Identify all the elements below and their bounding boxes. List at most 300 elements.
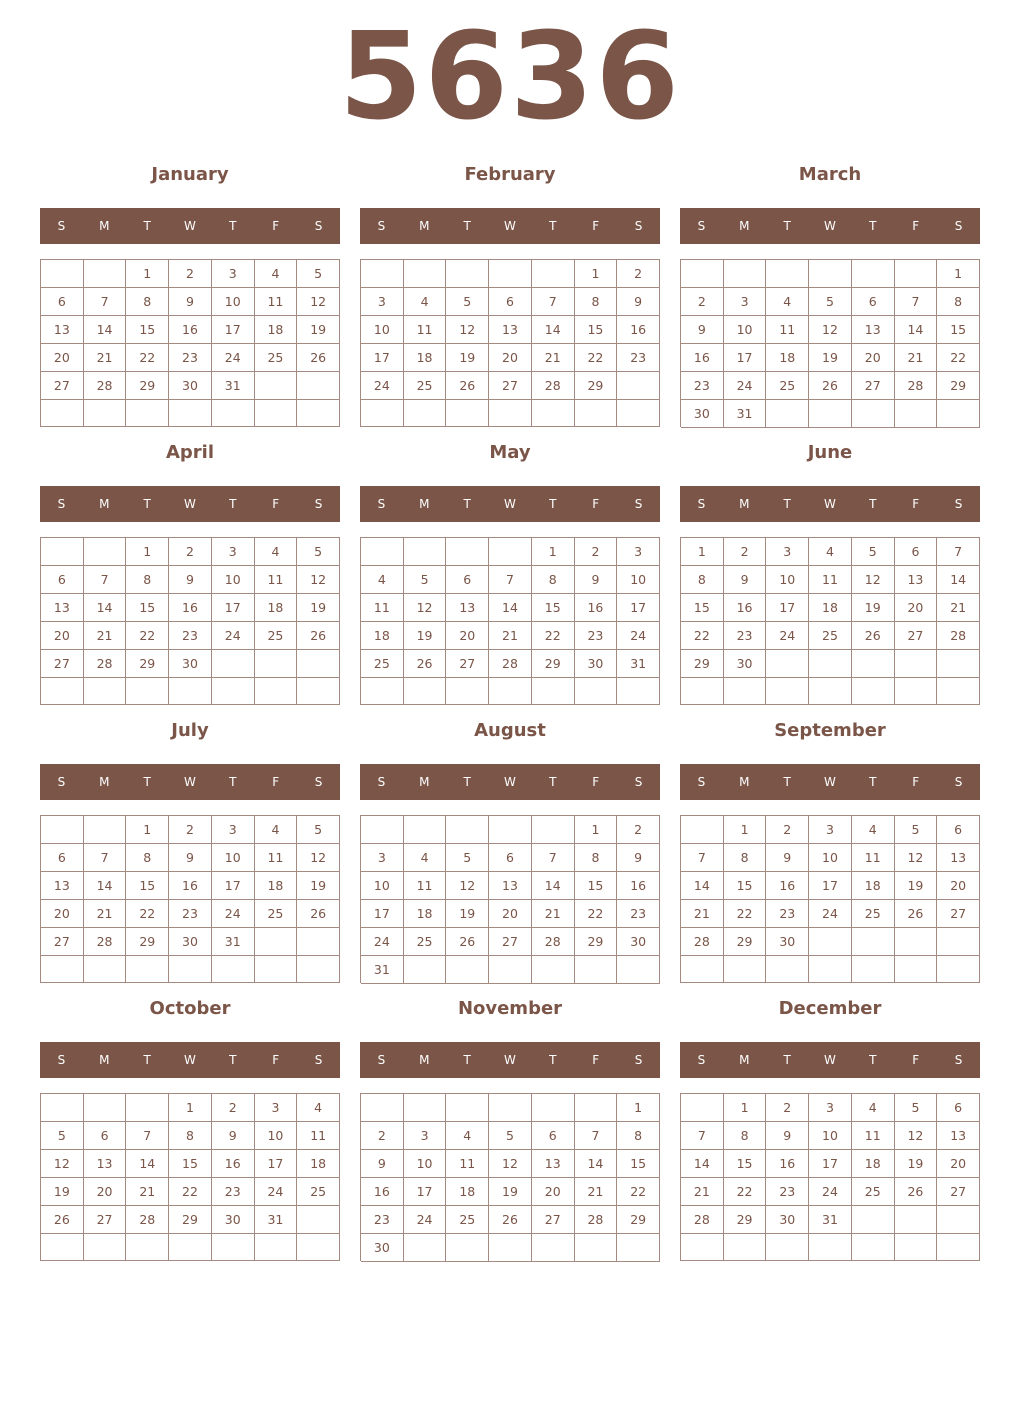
day-cell: 24 [809, 900, 852, 928]
weekday-label: F [912, 775, 920, 789]
day-cell: 23 [575, 622, 618, 650]
day-cell: 6 [84, 1122, 127, 1150]
day-cell: 19 [489, 1178, 532, 1206]
day-cell: 11 [809, 566, 852, 594]
day-cell: 5 [895, 816, 938, 844]
day-cell: 1 [937, 260, 980, 288]
day-cell: 25 [361, 650, 404, 678]
day-cell: 13 [41, 316, 84, 344]
weekday-label: S [697, 1053, 706, 1067]
day-cell: 6 [41, 844, 84, 872]
empty-cell [489, 538, 532, 566]
day-cell: 9 [361, 1150, 404, 1178]
empty-cell [895, 260, 938, 288]
day-cell: 29 [126, 928, 169, 956]
day-cell: 14 [575, 1150, 618, 1178]
weekday-label: S [954, 497, 963, 511]
day-cell: 27 [532, 1206, 575, 1234]
empty-cell [41, 400, 84, 427]
day-cell: 19 [446, 344, 489, 372]
day-cell: 3 [361, 288, 404, 316]
day-cell: 28 [937, 622, 980, 650]
day-cell: 16 [575, 594, 618, 622]
empty-cell [532, 816, 575, 844]
empty-cell [681, 1234, 724, 1261]
day-cell: 25 [404, 372, 447, 400]
empty-cell [297, 1206, 340, 1234]
day-cell: 11 [404, 872, 447, 900]
day-cell: 5 [809, 288, 852, 316]
empty-cell [297, 650, 340, 678]
day-cell: 5 [297, 538, 340, 566]
day-cell: 13 [489, 316, 532, 344]
day-cell: 23 [361, 1206, 404, 1234]
day-grid [360, 259, 660, 427]
day-cell: 5 [895, 1094, 938, 1122]
day-cell: 25 [446, 1206, 489, 1234]
empty-cell [212, 1234, 255, 1261]
empty-cell [724, 678, 767, 705]
day-cell: 25 [255, 622, 298, 650]
empty-cell [937, 956, 980, 983]
day-cell: 21 [489, 622, 532, 650]
weekday-label: T [143, 1053, 151, 1067]
empty-cell [126, 956, 169, 983]
weekday-header [40, 764, 340, 800]
day-cell: 27 [41, 928, 84, 956]
day-cell: 6 [937, 816, 980, 844]
day-cell: 26 [41, 1206, 84, 1234]
day-cell: 17 [255, 1150, 298, 1178]
day-cell: 21 [937, 594, 980, 622]
weekday-header [360, 1042, 660, 1078]
month-title: October [149, 998, 231, 1019]
day-cell: 29 [724, 928, 767, 956]
day-cell: 5 [852, 538, 895, 566]
day-cell: 24 [617, 622, 660, 650]
day-cell: 5 [446, 288, 489, 316]
day-cell: 30 [361, 1234, 404, 1262]
day-cell: 11 [446, 1150, 489, 1178]
day-cell: 22 [575, 900, 618, 928]
weekday-label: F [272, 775, 280, 789]
weekday-label: M [739, 497, 750, 511]
empty-cell [84, 538, 127, 566]
day-cell: 10 [212, 566, 255, 594]
day-cell: 4 [297, 1094, 340, 1122]
weekday-label: S [314, 219, 323, 233]
day-cell: 20 [937, 872, 980, 900]
day-cell: 20 [489, 900, 532, 928]
day-cell: 17 [361, 900, 404, 928]
day-cell: 23 [169, 622, 212, 650]
day-cell: 20 [41, 344, 84, 372]
day-cell: 10 [617, 566, 660, 594]
weekday-header [40, 208, 340, 244]
month-title: November [457, 998, 563, 1019]
weekday-label: M [739, 219, 750, 233]
day-cell: 1 [532, 538, 575, 566]
empty-cell [489, 956, 532, 984]
day-cell: 11 [255, 844, 298, 872]
empty-cell [404, 1094, 447, 1122]
weekday-label: S [314, 775, 323, 789]
day-cell: 19 [297, 316, 340, 344]
day-cell: 25 [852, 900, 895, 928]
day-cell: 9 [617, 844, 660, 872]
day-cell: 24 [404, 1206, 447, 1234]
day-cell: 3 [255, 1094, 298, 1122]
empty-cell [169, 1234, 212, 1261]
day-cell: 17 [809, 872, 852, 900]
day-cell: 9 [212, 1122, 255, 1150]
day-cell: 14 [681, 1150, 724, 1178]
day-cell: 14 [84, 594, 127, 622]
day-cell: 27 [41, 650, 84, 678]
day-cell: 25 [404, 928, 447, 956]
weekday-label: F [912, 219, 920, 233]
month-title: February [464, 164, 556, 185]
weekday-label: T [869, 1053, 877, 1067]
day-cell: 2 [617, 260, 660, 288]
day-grid [680, 815, 980, 983]
weekday-label: M [99, 497, 110, 511]
month-title: September [774, 720, 886, 741]
weekday-label: T [229, 775, 237, 789]
day-grid [360, 537, 660, 705]
weekday-label: T [229, 1053, 237, 1067]
empty-cell [681, 1094, 724, 1122]
day-cell: 18 [255, 316, 298, 344]
day-cell: 27 [446, 650, 489, 678]
weekday-label: S [57, 219, 66, 233]
day-cell: 25 [809, 622, 852, 650]
day-cell: 26 [852, 622, 895, 650]
empty-cell [937, 650, 980, 678]
weekday-header [680, 208, 980, 244]
weekday-label: T [143, 219, 151, 233]
day-cell: 13 [41, 594, 84, 622]
day-cell: 12 [895, 844, 938, 872]
empty-cell [446, 400, 489, 427]
weekday-label: T [463, 775, 471, 789]
empty-cell [895, 928, 938, 956]
empty-cell [126, 678, 169, 705]
empty-cell [212, 650, 255, 678]
empty-cell [681, 816, 724, 844]
day-cell: 16 [617, 316, 660, 344]
day-cell: 18 [446, 1178, 489, 1206]
day-cell: 15 [126, 316, 169, 344]
day-cell: 4 [404, 288, 447, 316]
day-cell: 22 [724, 1178, 767, 1206]
day-cell: 8 [724, 844, 767, 872]
day-cell: 29 [575, 928, 618, 956]
day-cell: 29 [532, 650, 575, 678]
day-grid [680, 259, 980, 427]
empty-cell [681, 956, 724, 983]
day-cell: 28 [681, 1206, 724, 1234]
empty-cell [724, 260, 767, 288]
empty-cell [937, 1234, 980, 1261]
empty-cell [809, 400, 852, 428]
day-cell: 5 [489, 1122, 532, 1150]
day-cell: 18 [404, 344, 447, 372]
weekday-label: F [272, 219, 280, 233]
day-cell: 26 [809, 372, 852, 400]
day-grid [40, 1093, 340, 1261]
day-cell: 17 [404, 1178, 447, 1206]
day-cell: 30 [169, 372, 212, 400]
day-cell: 10 [255, 1122, 298, 1150]
day-cell: 30 [724, 650, 767, 678]
empty-cell [895, 956, 938, 983]
empty-cell [255, 650, 298, 678]
day-cell: 7 [895, 288, 938, 316]
empty-cell [361, 260, 404, 288]
day-cell: 29 [169, 1206, 212, 1234]
day-cell: 27 [937, 900, 980, 928]
day-cell: 5 [41, 1122, 84, 1150]
empty-cell [617, 678, 660, 705]
day-cell: 11 [852, 844, 895, 872]
weekday-label: M [419, 1053, 430, 1067]
day-cell: 26 [297, 622, 340, 650]
day-cell: 16 [169, 316, 212, 344]
day-cell: 26 [404, 650, 447, 678]
day-cell: 13 [446, 594, 489, 622]
empty-cell [575, 1234, 618, 1262]
empty-cell [255, 372, 298, 400]
empty-cell [617, 956, 660, 984]
day-cell: 4 [361, 566, 404, 594]
day-cell: 18 [361, 622, 404, 650]
day-cell: 23 [617, 344, 660, 372]
weekday-label: S [57, 497, 66, 511]
day-cell: 13 [937, 1122, 980, 1150]
empty-cell [809, 260, 852, 288]
day-cell: 22 [126, 344, 169, 372]
month-title: June [807, 442, 853, 463]
day-cell: 22 [575, 344, 618, 372]
day-cell: 20 [895, 594, 938, 622]
day-cell: 12 [446, 316, 489, 344]
weekday-label: T [229, 219, 237, 233]
empty-cell [766, 956, 809, 983]
day-grid [360, 815, 660, 983]
month-title: March [798, 164, 862, 185]
day-cell: 15 [532, 594, 575, 622]
day-cell: 11 [852, 1122, 895, 1150]
day-cell: 19 [895, 1150, 938, 1178]
day-cell: 10 [361, 872, 404, 900]
empty-cell [489, 1094, 532, 1122]
day-cell: 23 [212, 1178, 255, 1206]
day-cell: 25 [255, 344, 298, 372]
empty-cell [766, 260, 809, 288]
empty-cell [41, 956, 84, 983]
day-cell: 27 [937, 1178, 980, 1206]
day-cell: 16 [766, 1150, 809, 1178]
day-cell: 9 [575, 566, 618, 594]
weekday-label: W [184, 775, 196, 789]
empty-cell [852, 260, 895, 288]
day-cell: 15 [126, 872, 169, 900]
empty-cell [361, 1094, 404, 1122]
day-cell: 27 [84, 1206, 127, 1234]
empty-cell [361, 678, 404, 705]
day-grid [40, 259, 340, 427]
empty-cell [404, 678, 447, 705]
empty-cell [446, 1234, 489, 1262]
empty-cell [532, 956, 575, 984]
day-cell: 6 [41, 288, 84, 316]
empty-cell [446, 260, 489, 288]
weekday-label: T [143, 497, 151, 511]
empty-cell [169, 678, 212, 705]
day-cell: 23 [169, 344, 212, 372]
empty-cell [361, 400, 404, 427]
day-cell: 29 [126, 372, 169, 400]
day-cell: 19 [446, 900, 489, 928]
empty-cell [937, 928, 980, 956]
day-cell: 23 [681, 372, 724, 400]
day-cell: 7 [532, 288, 575, 316]
weekday-label: F [592, 219, 600, 233]
day-cell: 10 [809, 1122, 852, 1150]
empty-cell [575, 400, 618, 427]
day-cell: 21 [532, 900, 575, 928]
day-cell: 11 [255, 566, 298, 594]
day-cell: 12 [895, 1122, 938, 1150]
day-cell: 24 [361, 372, 404, 400]
day-cell: 18 [852, 872, 895, 900]
day-cell: 24 [361, 928, 404, 956]
day-cell: 10 [766, 566, 809, 594]
day-cell: 30 [575, 650, 618, 678]
day-cell: 6 [489, 288, 532, 316]
day-cell: 8 [575, 288, 618, 316]
weekday-label: M [99, 775, 110, 789]
day-cell: 6 [852, 288, 895, 316]
day-cell: 12 [852, 566, 895, 594]
day-cell: 4 [446, 1122, 489, 1150]
weekday-label: S [314, 497, 323, 511]
empty-cell [126, 1234, 169, 1261]
day-cell: 26 [446, 372, 489, 400]
weekday-label: S [314, 1053, 323, 1067]
empty-cell [532, 260, 575, 288]
day-cell: 10 [361, 316, 404, 344]
empty-cell [852, 956, 895, 983]
empty-cell [446, 816, 489, 844]
day-cell: 23 [169, 900, 212, 928]
empty-cell [297, 956, 340, 983]
empty-cell [404, 816, 447, 844]
month-title: August [474, 720, 546, 741]
weekday-label: M [419, 219, 430, 233]
day-cell: 23 [617, 900, 660, 928]
day-cell: 11 [255, 288, 298, 316]
empty-cell [937, 678, 980, 705]
day-cell: 2 [724, 538, 767, 566]
day-cell: 24 [212, 344, 255, 372]
day-cell: 19 [297, 594, 340, 622]
weekday-label: M [739, 775, 750, 789]
day-cell: 21 [84, 900, 127, 928]
day-cell: 15 [617, 1150, 660, 1178]
day-cell: 17 [212, 594, 255, 622]
weekday-label: S [697, 775, 706, 789]
day-grid [360, 1093, 660, 1261]
day-cell: 26 [297, 900, 340, 928]
empty-cell [255, 956, 298, 983]
day-cell: 17 [361, 344, 404, 372]
empty-cell [852, 928, 895, 956]
empty-cell [297, 372, 340, 400]
weekday-label: W [824, 775, 836, 789]
day-cell: 31 [617, 650, 660, 678]
day-cell: 21 [126, 1178, 169, 1206]
day-cell: 3 [212, 538, 255, 566]
empty-cell [489, 260, 532, 288]
weekday-label: S [954, 219, 963, 233]
empty-cell [255, 400, 298, 427]
day-cell: 3 [361, 844, 404, 872]
day-cell: 19 [41, 1178, 84, 1206]
day-cell: 14 [895, 316, 938, 344]
day-cell: 7 [532, 844, 575, 872]
day-cell: 4 [852, 1094, 895, 1122]
day-cell: 18 [404, 900, 447, 928]
day-cell: 21 [575, 1178, 618, 1206]
day-cell: 14 [532, 316, 575, 344]
weekday-label: F [272, 1053, 280, 1067]
day-cell: 24 [724, 372, 767, 400]
empty-cell [255, 928, 298, 956]
day-cell: 13 [852, 316, 895, 344]
day-cell: 17 [212, 872, 255, 900]
empty-cell [532, 400, 575, 427]
day-cell: 1 [169, 1094, 212, 1122]
empty-cell [84, 956, 127, 983]
day-cell: 27 [41, 372, 84, 400]
empty-cell [297, 400, 340, 427]
day-cell: 3 [617, 538, 660, 566]
empty-cell [724, 1234, 767, 1261]
empty-cell [41, 1234, 84, 1261]
empty-cell [852, 678, 895, 705]
empty-cell [446, 678, 489, 705]
day-cell: 18 [809, 594, 852, 622]
day-cell: 10 [809, 844, 852, 872]
empty-cell [41, 260, 84, 288]
empty-cell [575, 956, 618, 984]
empty-cell [852, 400, 895, 428]
day-cell: 15 [126, 594, 169, 622]
day-cell: 17 [809, 1150, 852, 1178]
day-cell: 22 [617, 1178, 660, 1206]
weekday-label: T [869, 497, 877, 511]
day-cell: 1 [126, 538, 169, 566]
day-cell: 12 [297, 288, 340, 316]
day-cell: 30 [212, 1206, 255, 1234]
day-cell: 13 [937, 844, 980, 872]
weekday-label: S [57, 775, 66, 789]
weekday-label: T [463, 497, 471, 511]
month-title: May [489, 442, 531, 463]
day-cell: 12 [446, 872, 489, 900]
